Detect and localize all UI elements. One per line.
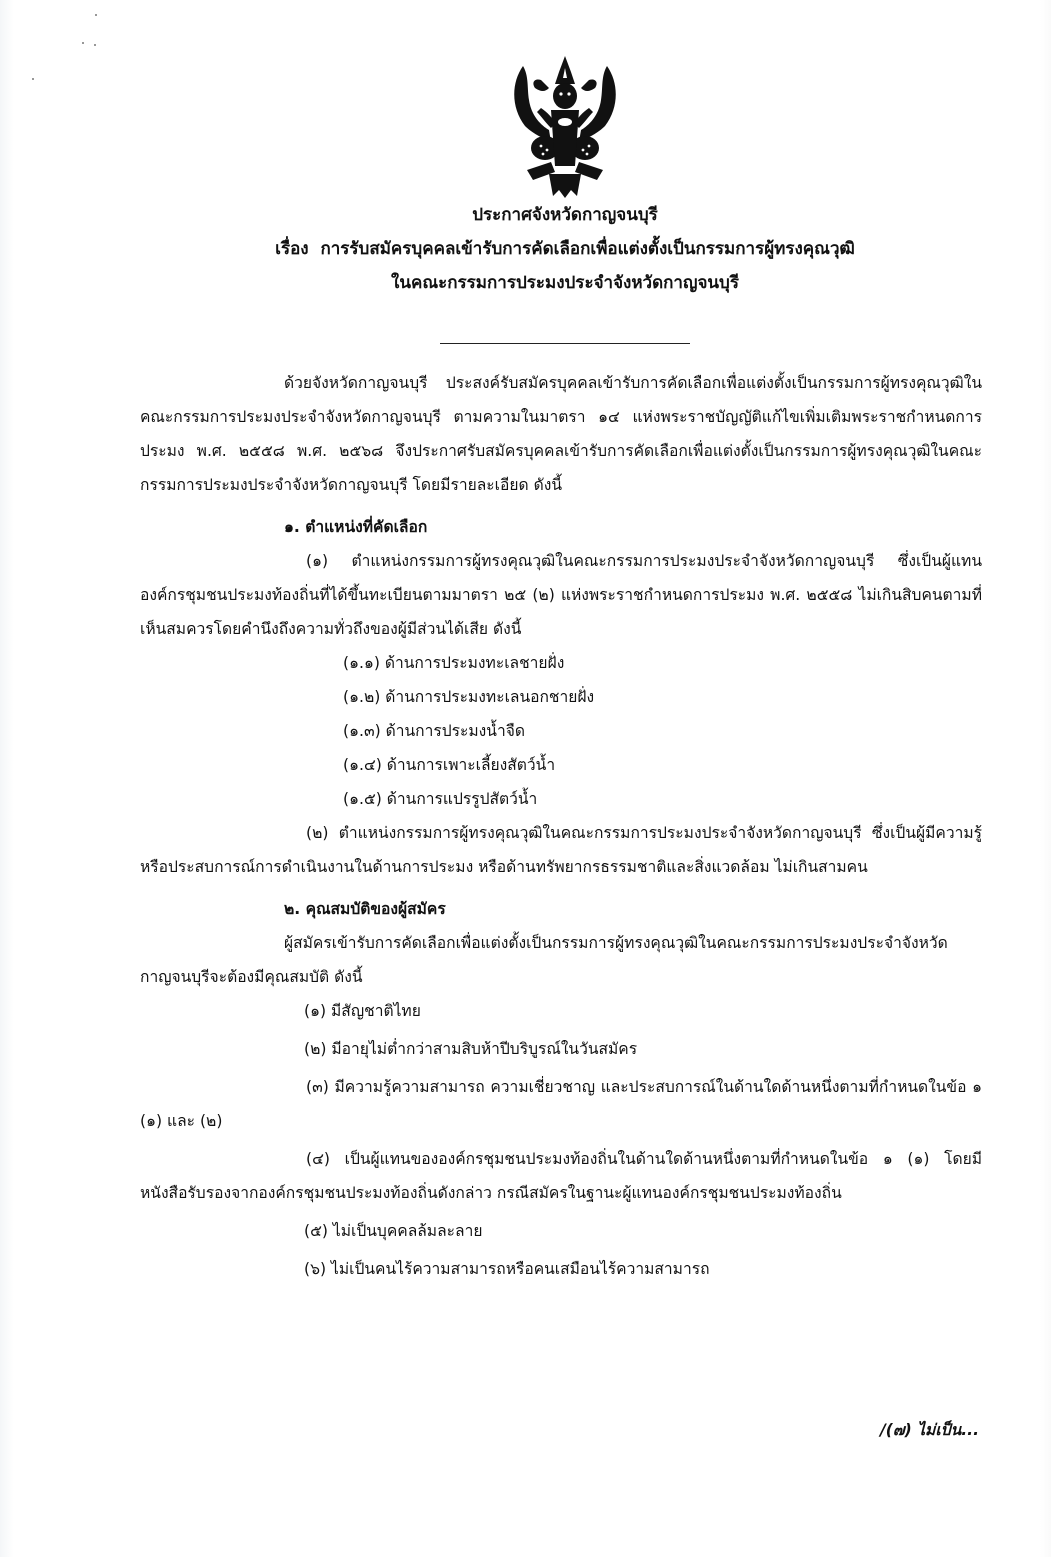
subject-line-1 [130,232,1000,266]
announcement-title: ประกาศจังหวัดกาญจนบุรี [472,205,658,225]
qualification-2: (๒) มีอายุไม่ต่ำกว่าสามสิบห้าปีบริบูรณ์ในวันสมัคร [304,1040,638,1058]
section-1-item-1: (๑) ตำแหน่งกรรมการผู้ทรงคุณวุฒิในคณะกรรมการประมงประจำจังหวัดกาญจนบุรี ซึ่งเป็นผู้แทนองค์กรชุมชนประมงท้องถิ่นที่ได้ขึ้นทะเบียนตามมาตรา ๒๕ (๒) แห่งพระราชกำหนดการประมง พ.ศ. ๒๕๕๘ ไม่เกินสิบคนตามที่เห็นสมควรโดยคำนึงถึงความทั่วถึงของผู้มีส่วนได้เสีย ดังนี้ [140,552,982,638]
section-1-subitem: (๑.๕) ด้านการแปรรูปสัตว์น้ำ [343,790,538,808]
section-2-intro: ผู้สมัครเข้ารับการคัดเลือกเพื่อแต่งตั้งเป็นกรรมการผู้ทรงคุณวุฒิในคณะกรรมการประมงประจำจังหวัดกาญจนบุรีจะต้องมีคุณสมบัติ ดังนี้ [140,934,948,986]
section-1-subitem: (๑.๑) ด้านการประมงทะเลชายฝั่ง [343,654,565,672]
qualification-4: (๔) เป็นผู้แทนขององค์กรชุมชนประมงท้องถิ่นในด้านใดด้านหนึ่งตามที่กำหนดในข้อ ๑ (๑) โดยมีหนังสือรับรองจากองค์กรชุมชนประมงท้องถิ่นดังกล่าว กรณีสมัครในฐานะผู้แทนองค์กรชุมชนประมงท้องถิ่น [140,1150,982,1202]
subject-label: เรื่อง [275,239,309,259]
section-2-heading: ๒. คุณสมบัติของผู้สมัคร [284,900,446,918]
subject-text: การรับสมัครบุคคลเข้ารับการคัดเลือกเพื่อแต่งตั้งเป็นกรรมการผู้ทรงคุณวุฒิ [320,239,855,259]
intro-paragraph: ด้วยจังหวัดกาญจนบุรี ประสงค์รับสมัครบุคคลเข้ารับการคัดเลือกเพื่อแต่งตั้งเป็นกรรมการผู้ทรงคุณวุฒิในคณะกรรมการประมงประจำจังหวัดกาญจนบุรี ตามความในมาตรา ๑๔ แห่งพระราชบัญญัติแก้ไขเพิ่มเติมพระราชกำหนดการประมง พ.ศ. ๒๕๕๘ พ.ศ. ๒๕๖๘ จึงประกาศรับสมัครบุคคลเข้ารับการคัดเลือกเพื่อแต่งตั้งเป็นกรรมการผู้ทรงคุณวุฒิในคณะกรรมการประมงประจำจังหวัดกาญจนบุรี โดยมีรายละเอียด ดังนี้ [140,374,982,494]
continuation-note: /(๗) ไม่เป็น... [880,1421,979,1439]
title-divider [440,343,690,344]
qualification-5: (๕) ไม่เป็นบุคคลล้มละลาย [304,1222,483,1240]
section-1-subitem: (๑.๔) ด้านการเพาะเลี้ยงสัตว์น้ำ [343,756,556,774]
section-1-heading: ๑. ตำแหน่งที่คัดเลือก [284,518,428,536]
garuda-emblem-icon [505,38,625,203]
qualification-6: (๖) ไม่เป็นคนไร้ความสามารถหรือคนเสมือนไร้ความสามารถ [304,1260,710,1278]
document-body [140,366,982,1286]
document-header [130,198,1000,300]
scan-speck [95,14,97,16]
scan-speck [82,42,84,44]
section-1-subitem: (๑.๒) ด้านการประมงทะเลนอกชายฝั่ง [343,688,595,706]
qualification-3: (๓) มีความรู้ความสามารถ ความเชี่ยวชาญ และประสบการณ์ในด้านใดด้านหนึ่งตามที่กำหนดในข้อ ๑ (๑) และ (๒) [140,1078,982,1130]
section-1-subitem: (๑.๓) ด้านการประมงน้ำจืด [343,722,525,740]
scan-speck [32,78,34,80]
scan-speck [94,44,96,46]
qualification-1: (๑) มีสัญชาติไทย [304,1002,421,1020]
section-1-item-2: (๒) ตำแหน่งกรรมการผู้ทรงคุณวุฒิในคณะกรรมการประมงประจำจังหวัดกาญจนบุรี ซึ่งเป็นผู้มีความรู้หรือประสบการณ์การดำเนินงานในด้านการประมง หรือด้านทรัพยากรธรรมชาติและสิ่งแวดล้อม ไม่เกินสามคน [140,824,982,876]
subject-line-2: ในคณะกรรมการประมงประจำจังหวัดกาญจนบุรี [391,273,739,293]
